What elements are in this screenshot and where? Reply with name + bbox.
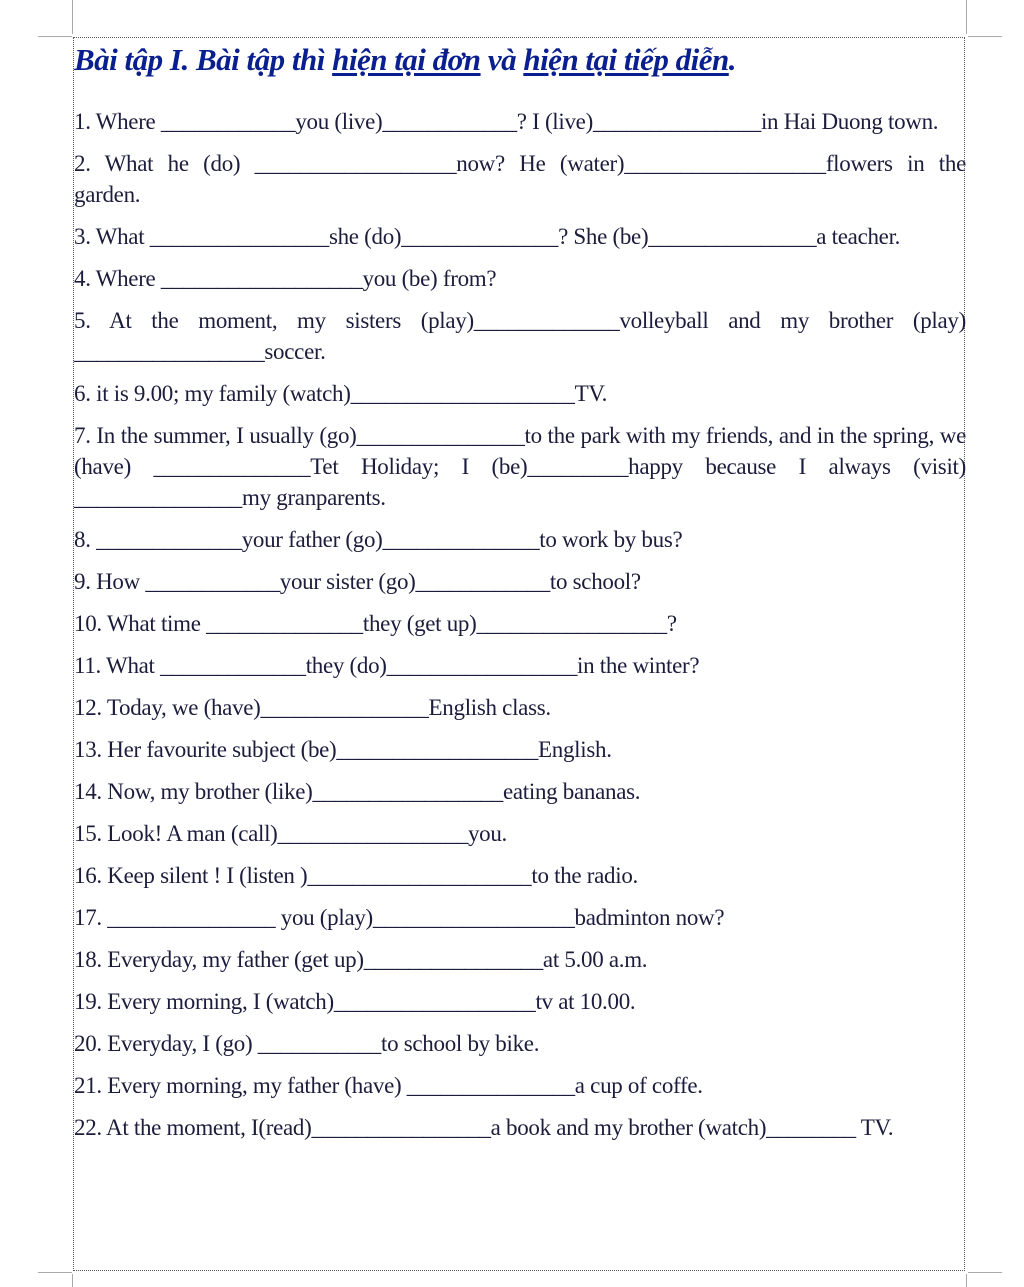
exercise-list (74, 106, 966, 1143)
crop-mark (966, 0, 967, 34)
crop-mark (966, 1274, 967, 1287)
title-term-present-continuous: hiện tại tiếp diễn (523, 42, 729, 77)
exercise-item: 7. In the summer, I usually (go)_______________to the park with my friends, and in the spring, we (have) ______________Tet Holiday; I (be)_________happy because I always (visit) _______________my granparents. (74, 423, 966, 511)
crop-mark (72, 0, 73, 34)
exercise-item: 11. What _____________they (do)_________________in the winter? (74, 653, 700, 679)
exercise-item: 4. Where __________________you (be) from? (74, 266, 497, 292)
exercise-item: 5. At the moment, my sisters (play)_____________volleyball and my brother (play) _________________soccer. (74, 308, 966, 365)
exercise-item: 17. _______________ you (play)__________________badminton now? (74, 905, 725, 931)
title-prefix: Bài tập I. Bài tập thì (74, 42, 333, 77)
title-suffix: . (728, 42, 737, 77)
exercise-item: 12. Today, we (have)_______________English class. (74, 695, 551, 721)
crop-mark (968, 1272, 1002, 1273)
title-term-present-simple: hiện tại đơn (332, 42, 481, 77)
document-content (74, 40, 966, 1154)
title-conjunction: và (480, 42, 524, 77)
exercise-item: 9. How ____________your sister (go)____________to school? (74, 569, 641, 595)
exercise-item: 18. Everyday, my father (get up)________________at 5.00 a.m. (74, 947, 648, 973)
exercise-item: 21. Every morning, my father (have) _______________a cup of coffe. (74, 1073, 703, 1099)
exercise-item: 22. At the moment, I(read)________________a book and my brother (watch)________ TV. (74, 1115, 894, 1141)
exercise-item: 16. Keep silent ! I (listen )____________________to the radio. (74, 863, 638, 889)
crop-mark (38, 1272, 72, 1273)
exercise-title (74, 40, 966, 80)
exercise-item: 10. What time ______________they (get up)_________________? (74, 611, 677, 637)
exercise-item: 2. What he (do) __________________now? He (water)__________________flowers in the garden. (74, 151, 966, 208)
exercise-item: 20. Everyday, I (go) ___________to school by bike. (74, 1031, 540, 1057)
exercise-item: 14. Now, my brother (like)_________________eating bananas. (74, 779, 641, 805)
exercise-item: 8. _____________your father (go)______________to work by bus? (74, 527, 683, 553)
exercise-item: 13. Her favourite subject (be)__________________English. (74, 737, 612, 763)
exercise-item: 6. it is 9.00; my family (watch)____________________TV. (74, 381, 608, 407)
exercise-item: 1. Where ____________you (live)____________? I (live)_______________in Hai Duong town. (74, 109, 939, 135)
crop-mark (72, 1274, 73, 1287)
crop-mark (968, 36, 1002, 37)
exercise-item: 3. What ________________she (do)______________? She (be)_______________a teacher. (74, 224, 901, 250)
crop-mark (38, 36, 72, 37)
exercise-item: 19. Every morning, I (watch)__________________tv at 10.00. (74, 989, 636, 1015)
exercise-item: 15. Look! A man (call)_________________you. (74, 821, 507, 847)
